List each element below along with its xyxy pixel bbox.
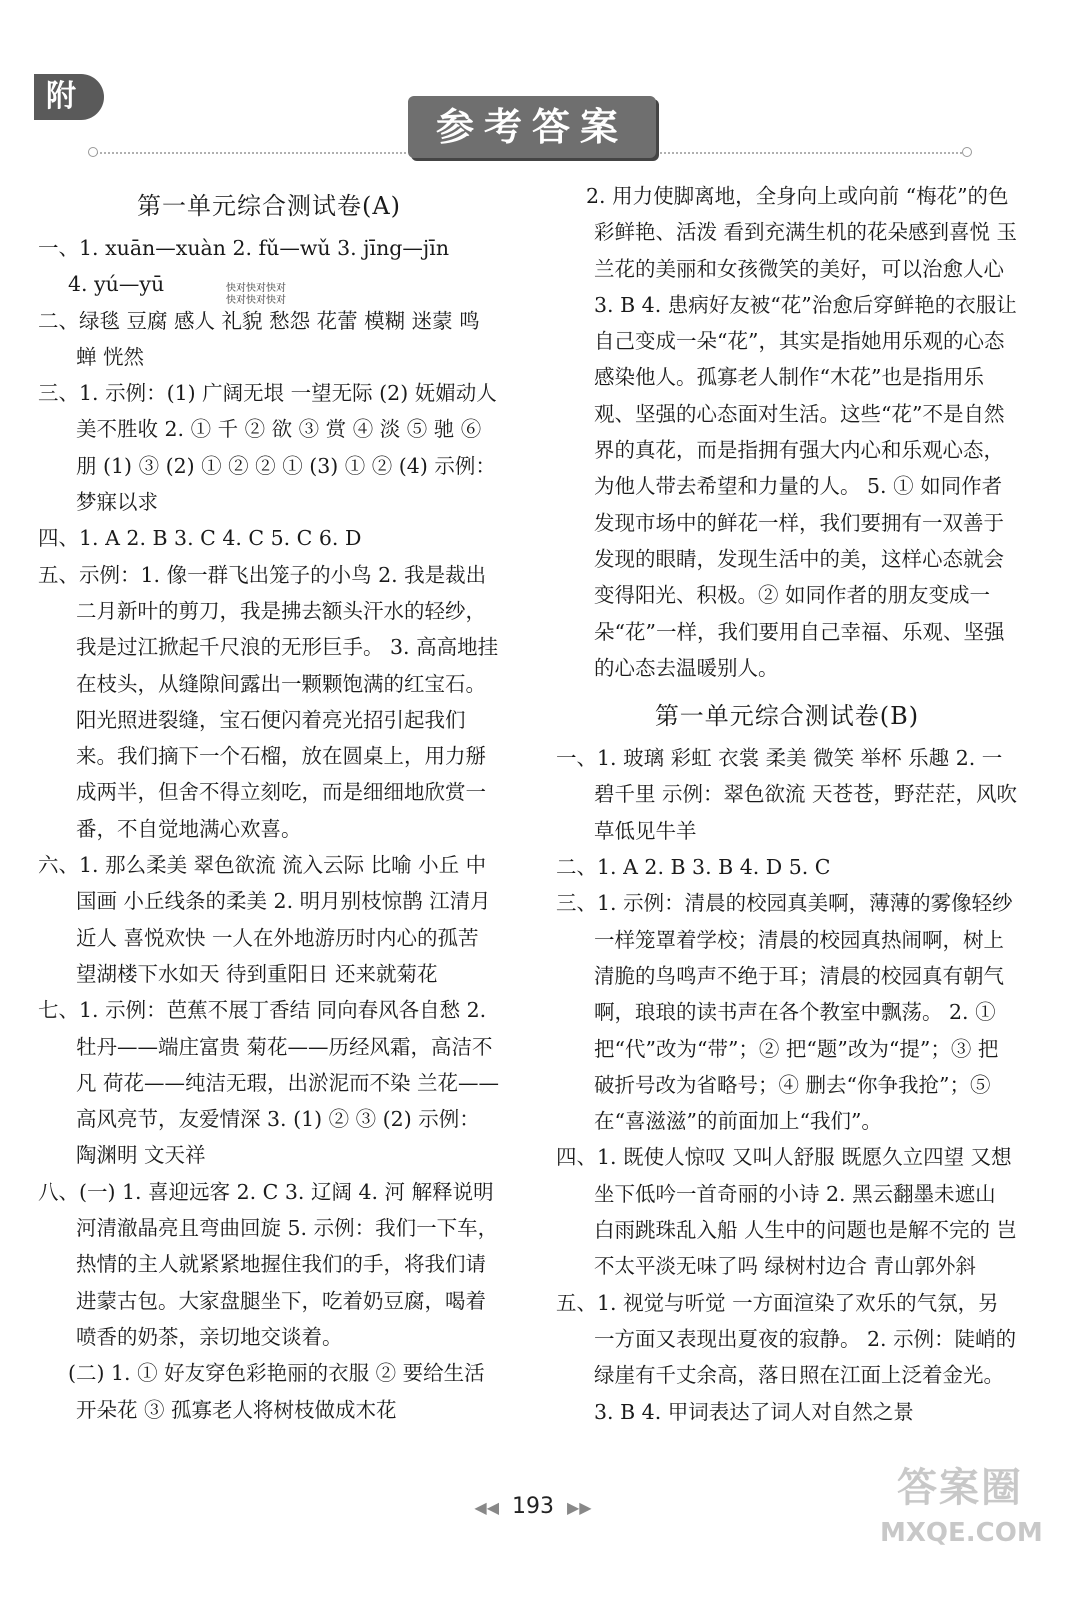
answer-paragraph: 八、(一) 1. 喜迎远客 2. C 3. 辽阔 4. 河 解释说明 河清澈晶亮且弯曲回旋 5. 示例：我们一下车，热情的主人就紧紧地握住我们的手，将我们请进蒙古包。大家盘腿坐下，吃着奶豆腐，喝着喷香的奶茶，亲切地交谈着。 — [38, 1179, 499, 1349]
answer-paragraph: 四、1. A 2. B 3. C 4. C 5. C 6. D — [38, 526, 362, 551]
answer-paragraph: 三、1. 示例：(1) 广阔无垠 一望无际 (2) 妩媚动人 美不胜收 2. ① 千 ② 欲 ③ 赏 ④ 淡 ⑤ 驰 ⑥ 朋 (1) ③ (2) ① ② ② ① (3) ① ② (4) 示例：梦寐以求 — [38, 381, 497, 515]
answer-paragraph: 六、1. 那么柔美 翠色欲流 流入云际 比喻 小丘 中国画 小丘线条的柔美 2. 明月别枝惊鹊 江清月近人 喜悦欢快 一人在外地游历时内心的孤苦 望湖楼下水如天 待到重阳日 还来就菊花 — [38, 853, 491, 986]
answer-paragraph: 一、1. 玻璃 彩虹 衣裳 柔美 微笑 举杯 乐趣 2. 一碧千里 示例：翠色欲流 天苍苍，野茫茫，风吹草低见牛羊 — [556, 746, 1018, 843]
divider-right — [656, 152, 966, 154]
next-arrow-icon: ▶▶ — [567, 1498, 592, 1517]
divider-end-right — [962, 147, 972, 157]
answer-paragraph: 四、1. 既使人惊叹 又叫人舒服 既愿久立四望 又想坐下低吟一首奇丽的小诗 2. 黑云翻墨未遮山 白雨跳珠乱入船 人生中的问题也是解不完的 岂不太平淡无味了吗 绿树村边合 青山郭外斜 — [556, 1145, 1018, 1279]
answer-paragraph: 二、绿毯 豆腐 感人 礼貌 愁怨 花蕾 模糊 迷蒙 鸣蝉 恍然 — [38, 308, 480, 369]
right-column — [556, 178, 1018, 1430]
section-title-b: 第一单元综合测试卷(B) — [654, 702, 920, 731]
answer-paragraph: (二) 1. ① 好友穿色彩艳丽的衣服 ② 要给生活开朵花 ③ 孤寡老人将树枝做成木花 — [68, 1361, 485, 1422]
answer-paragraph: 4. yú—yū — [68, 272, 165, 297]
section-title-a: 第一单元综合测试卷(A) — [136, 192, 402, 220]
page-title: 参考答案 — [408, 96, 656, 158]
divider-end-left — [88, 147, 98, 157]
answer-paragraph: 五、示例：1. 像一群飞出笼子的小鸟 2. 我是裁出二月新叶的剪刀，我是拂去额头汗水的轻纱，我是过江掀起千尺浪的无形巨手。 3. 高高地挂在枝头，从缝隙间露出一颗颗饱满的红宝石。阳光照进裂缝，宝石便闪着亮光招引起我们来。我们摘下一个石榴，放在圆桌上，用力掰成两半，但舍不得立刻吃，而是细细地欣赏一番，不自觉地满心欢喜。 — [38, 562, 499, 841]
handwritten-note: 快对快对快对 快对快对快对 — [226, 283, 286, 306]
left-column — [38, 186, 500, 1428]
divider-left — [96, 152, 406, 154]
answer-paragraph: 五、1. 视觉与听觉 一方面渲染了欢乐的气氛，另一方面又表现出夏夜的寂静。 2. 示例：陡峭的绿崖有千丈余高，落日照在江面上泛着金光。 3. B 4. 甲词表达了词人对自然之景 — [556, 1290, 1017, 1424]
answer-paragraph: 2. 用力使脚离地，全身向上或向前 “梅花”的色彩鲜艳、活泼 看到充满生机的花朵感到喜悦 玉兰花的美丽和女孩微笑的美好，可以治愈人心 3. B 4. 患病好友被“花”治愈后穿鲜艳的衣服让自己变成一朵“花”，其实是指她用乐观的心态感染他人。孤寡老人制作“木花”也是指用乐观、坚强的心态面对生活。这些“花”不是自然界的真花，而是指拥有强大内心和乐观心态，为他人带去希望和力量的人。 5. ① 如同作者发现市场中的鲜花一样，我们要拥有一双善于发现的眼睛，发现生活中的美，这样心态就会变得阳光、积极。② 如同作者的朋友变成一朵“花”一样，我们要用自己幸福、乐观、坚强的心态去温暖别人。 — [586, 184, 1018, 680]
page-number: 193 — [512, 1494, 554, 1519]
answer-paragraph: 一、1. xuān—xuàn 2. fǔ—wǔ 3. jīng—jīn — [38, 236, 450, 260]
appendix-tab: 附 — [34, 74, 104, 120]
answer-paragraph: 三、1. 示例：清晨的校园真美啊，薄薄的雾像轻纱一样笼罩着学校；清晨的校园真热闹啊，树上清脆的鸟鸣声不绝于耳；清晨的校园真有朝气啊，琅琅的读书声在各个教室中飘荡。 2. ① 把“代”改为“带”；② 把“题”改为“提”；③ 把破折号改为省略号；④ 删去“你争我抢”；⑤ 在“喜滋滋”的前面加上“我们”。 — [556, 891, 1013, 1134]
watermark-logo: 答案圈 MXQE.COM — [880, 1465, 1043, 1548]
prev-arrow-icon: ◀◀ — [474, 1498, 499, 1517]
answer-paragraph: 二、1. A 2. B 3. B 4. D 5. C — [556, 855, 831, 880]
answer-paragraph: 七、1. 示例：芭蕉不展丁香结 同向春风各自愁 2. 牡丹——端庄富贵 菊花——历经风霜，高洁不凡 荷花——纯洁无瑕，出淤泥而不染 兰花——高风亮节，友爱情深 3. (1) ② ③ (2) 示例：陶渊明 文天祥 — [38, 998, 500, 1168]
